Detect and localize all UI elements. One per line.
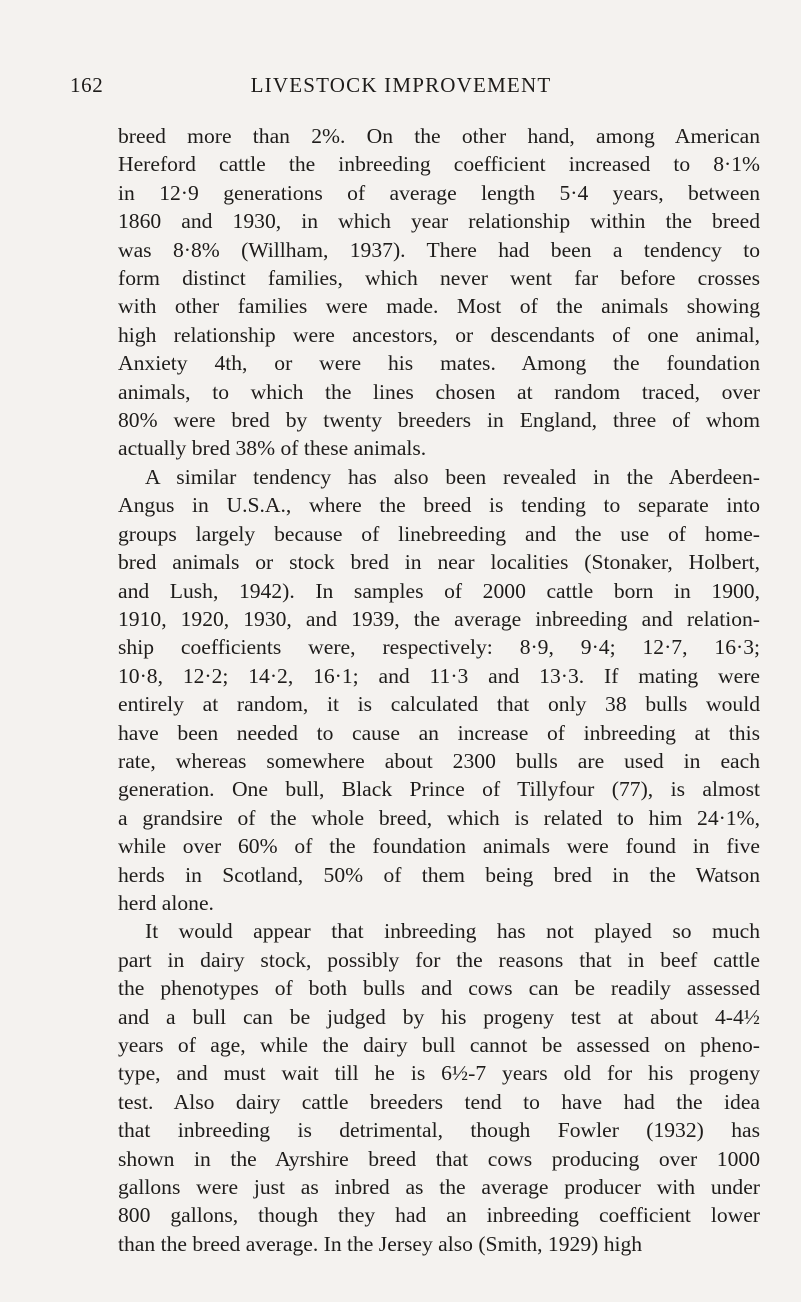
text-line: groups largely because of linebreeding and the use of home-: [118, 521, 760, 546]
paragraph: [118, 917, 760, 1258]
text-line: 1910, 1920, 1930, and 1939, the average inbreeding and relation-: [118, 606, 760, 631]
text-line: the phenotypes of both bulls and cows can be readily assessed: [118, 976, 760, 1001]
page-number: 162: [70, 73, 104, 97]
text-line: with other families were made. Most of the animals showing: [118, 294, 760, 319]
paragraph: [118, 122, 760, 463]
text-line: breed more than 2%. On the other hand, among American: [118, 124, 760, 148]
body-text: [118, 122, 760, 1258]
text-line: gallons were just as inbred as the average producer with under: [118, 1175, 760, 1200]
text-line: A similar tendency has also been revealed in the Aberdeen-: [145, 464, 760, 489]
text-line: animals, to which the lines chosen at random traced, over: [118, 379, 760, 404]
text-line: 800 gallons, though they had an inbreeding coefficient lower: [118, 1203, 760, 1228]
text-line: generation. One bull, Black Prince of Tillyfour (77), is almost: [118, 777, 760, 802]
text-line: 1860 and 1930, in which year relationship within the breed: [118, 209, 760, 234]
text-line: bred animals or stock bred in near localities (Stonaker, Holbert,: [118, 550, 760, 575]
text-line: 10·8, 12·2; 14·2, 16·1; and 11·3 and 13·3. If mating were: [118, 663, 760, 688]
text-line: while over 60% of the foundation animals were found in five: [118, 834, 760, 859]
text-line: ship coefficients were, respectively: 8·9, 9·4; 12·7, 16·3;: [118, 635, 760, 660]
running-title: LIVESTOCK IMPROVEMENT: [250, 73, 552, 97]
text-line: years of age, while the dairy bull cannot be assessed on pheno-: [118, 1033, 760, 1057]
text-line: form distinct families, which never went far before crosses: [118, 266, 760, 291]
running-head: [70, 73, 732, 103]
text-line: Hereford cattle the inbreeding coefficient increased to 8·1%: [118, 152, 760, 177]
text-line: have been needed to cause an increase of inbreeding at this: [118, 720, 760, 745]
text-line: test. Also dairy cattle breeders tend to have had the idea: [118, 1089, 760, 1114]
text-line: actually bred 38% of these animals.: [118, 436, 427, 461]
text-line: herds in Scotland, 50% of them being bred in the Watson: [118, 862, 760, 887]
text-line: and Lush, 1942). In samples of 2000 cattle born in 1900,: [118, 578, 760, 603]
text-line: herd alone.: [118, 890, 214, 915]
text-line: rate, whereas somewhere about 2300 bulls are used in each: [118, 748, 760, 773]
text-line: was 8·8% (Willham, 1937). There had been a tendency to: [118, 237, 760, 262]
text-line: that inbreeding is detrimental, though Fowler (1932) has: [118, 1118, 760, 1143]
text-line: shown in the Ayrshire breed that cows producing over 1000: [118, 1146, 760, 1171]
text-line: high relationship were ancestors, or descendants of one animal,: [118, 322, 760, 347]
text-line: type, and must wait till he is 6½-7 years old for his progeny: [118, 1061, 760, 1086]
text-line: in 12·9 generations of average length 5·4 years, between: [118, 180, 760, 205]
text-line: a grandsire of the whole breed, which is related to him 24·1%,: [118, 805, 760, 830]
text-line: Angus in U.S.A., where the breed is tending to separate into: [118, 493, 760, 518]
text-line: part in dairy stock, possibly for the reasons that in beef cattle: [118, 947, 760, 972]
text-line: 80% were bred by twenty breeders in England, three of whom: [118, 408, 760, 433]
text-line: than the breed average. In the Jersey also (Smith, 1929) high: [118, 1231, 643, 1256]
paragraph: [118, 463, 760, 918]
text-line: It would appear that inbreeding has not played so much: [145, 919, 760, 944]
text-line: and a bull can be judged by his progeny test at about 4-4½: [118, 1004, 760, 1029]
text-line: Anxiety 4th, or were his mates. Among the foundation: [118, 351, 760, 376]
text-line: entirely at random, it is calculated that only 38 bulls would: [118, 692, 760, 717]
